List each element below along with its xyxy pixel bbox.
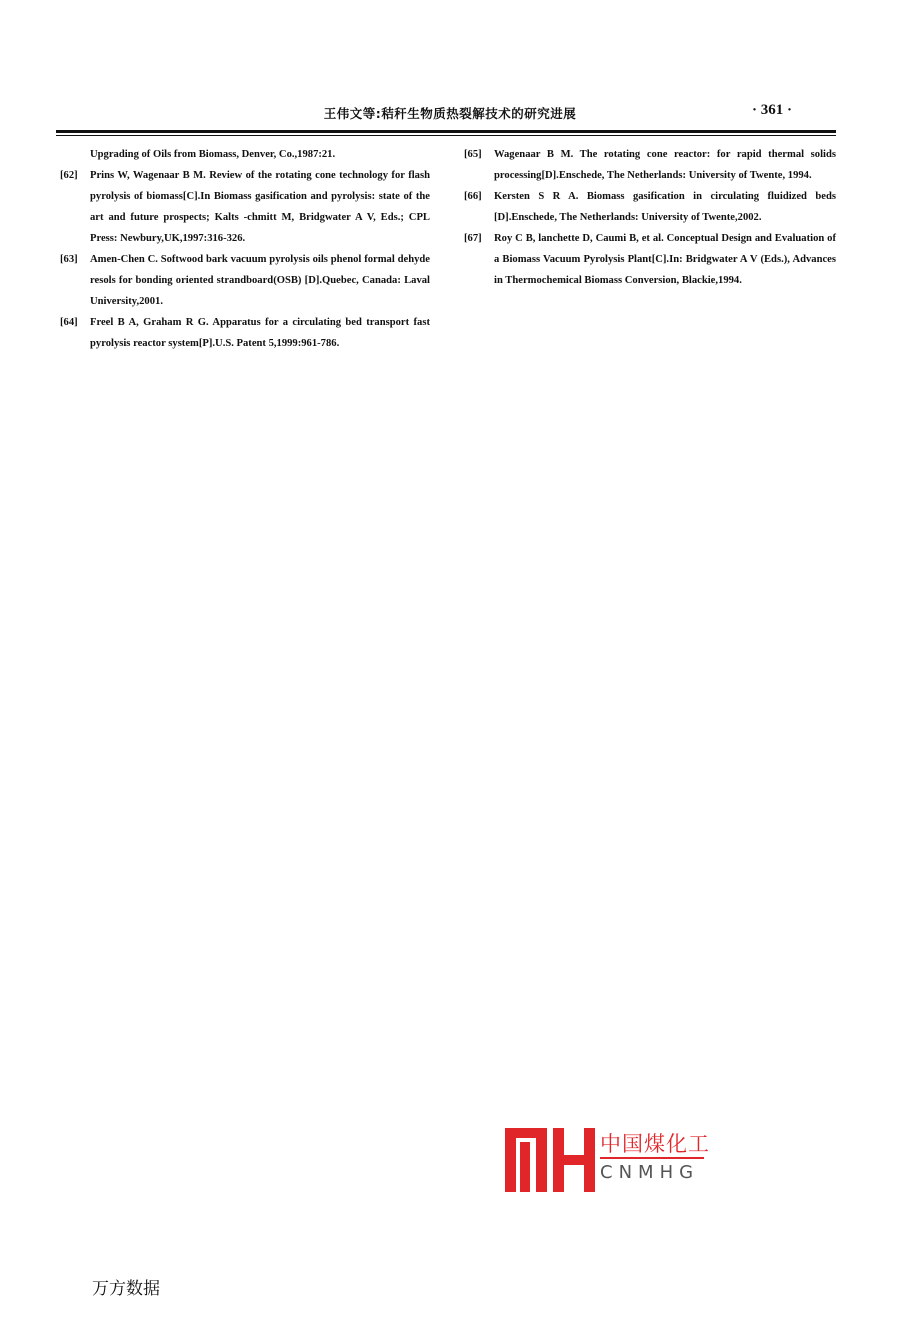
- references-right-column: [464, 144, 836, 291]
- footer-source: 万方数据: [92, 1279, 160, 1299]
- reference-text: Amen-Chen C. Softwood bark vacuum pyrolysis oils phenol formal dehyde resols for bonding oriented strandboard(OSB) [D].Quebec, Canada: Laval University,2001.: [90, 254, 430, 307]
- reference-text: Freel B A, Graham R G. Apparatus for a circulating bed transport fast pyrolysis reactor system[P].U.S. Patent 5,1999:961-786.: [90, 317, 430, 349]
- header-rule-thin: [56, 135, 836, 136]
- reference-text: Kersten S R A. Biomass gasification in circulating fluidized beds [D].Enschede, The Netherlands: University of Twente,2002.: [494, 191, 836, 223]
- logo-divider: [600, 1157, 704, 1159]
- reference-number: [64]: [60, 317, 78, 328]
- logo-english-text: CNMHG: [600, 1162, 700, 1183]
- reference-number: [63]: [60, 254, 78, 265]
- reference-continuation: Upgrading of Oils from Biomass, Denver, Co.,1987:21.: [90, 149, 336, 160]
- reference-item: [464, 186, 836, 228]
- reference-item: [464, 228, 836, 291]
- logo-chinese-text: 中国煤化工: [600, 1132, 710, 1156]
- reference-item: [60, 312, 430, 354]
- reference-number: [66]: [464, 191, 482, 202]
- reference-number: [65]: [464, 149, 482, 160]
- reference-item: [60, 165, 430, 249]
- reference-number: [67]: [464, 233, 482, 244]
- reference-text: Prins W, Wagenaar B M. Review of the rotating cone technology for flash pyrolysis of biomass[C].In Biomass gasification and pyrolysis: state of the art and future prospects; Kalts -chmitt M, Bridgwater A V, Eds.; CPL Press: Newbury,UK,1997:316-326.: [90, 170, 430, 244]
- page-number: · 361 ·: [752, 102, 793, 118]
- header-rule-thick: [56, 130, 836, 133]
- running-header-title: 王伟文等:秸秆生物质热裂解技术的研究进展: [323, 106, 577, 121]
- mh-monogram-icon: [505, 1128, 595, 1192]
- reference-text: Wagenaar B M. The rotating cone reactor: for rapid thermal solids processing[D].Enschede, The Netherlands: University of Twente, 1994.: [494, 149, 836, 181]
- reference-item: [60, 249, 430, 312]
- references-left-column: [60, 144, 430, 354]
- reference-text: Roy C B, lanchette D, Caumi B, et al. Conceptual Design and Evaluation of a Biomass Vacuum Pyrolysis Plant[C].In: Bridgwater A V (Eds.), Advances in Thermochemical Biomass Conversion, Blackie,1994.: [494, 233, 836, 286]
- reference-item: [464, 144, 836, 186]
- reference-number: [62]: [60, 170, 78, 181]
